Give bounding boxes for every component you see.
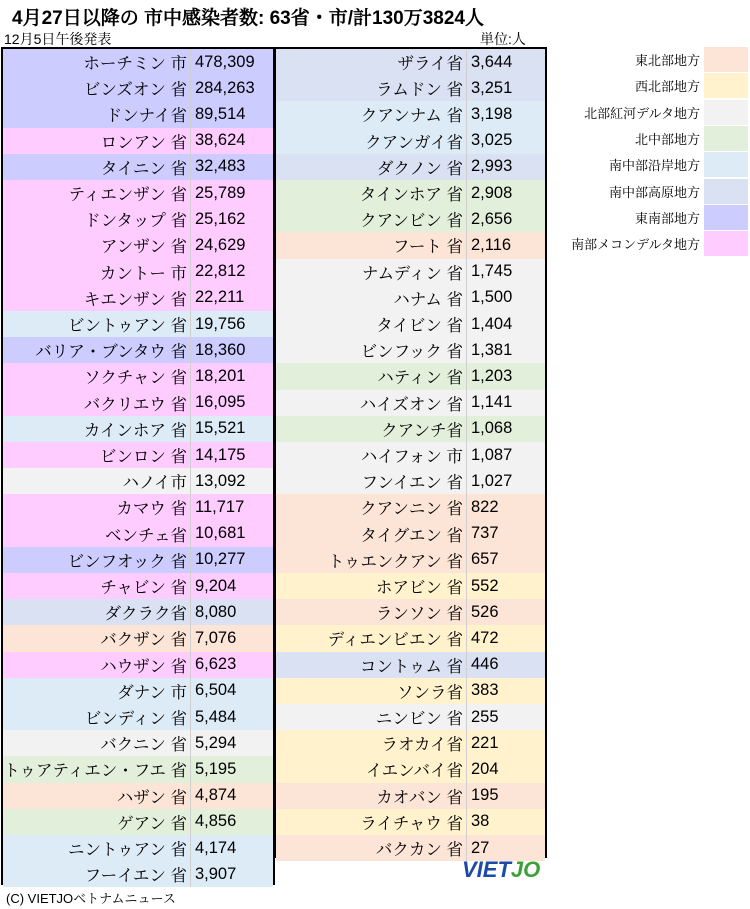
cases-table-right — [274, 47, 547, 858]
province-name: タイビン 省 — [376, 317, 463, 336]
case-count: 822 — [466, 494, 545, 520]
province-name: ドンタップ 省 — [84, 212, 187, 231]
legend-item — [552, 72, 748, 99]
case-count: 1,027 — [466, 468, 545, 494]
vietjo-logo — [462, 857, 540, 883]
table-row — [276, 416, 545, 442]
legend-item — [552, 125, 748, 152]
case-count: 3,025 — [466, 128, 545, 154]
province-name: クアンチ省 — [381, 421, 463, 440]
province-name: ソンラ省 — [397, 683, 463, 702]
legend-swatch — [704, 100, 748, 125]
table-row — [276, 783, 545, 809]
logo-accent: JO — [510, 857, 541, 882]
case-count: 1,203 — [466, 363, 545, 389]
case-count: 255 — [466, 704, 545, 730]
province-name: ビンズオン 省 — [83, 81, 187, 100]
province-name: ドンナイ省 — [105, 107, 187, 126]
table-row — [276, 521, 545, 547]
province-name: フート 省 — [392, 238, 463, 257]
table-row — [3, 625, 273, 651]
case-count: 6,623 — [190, 652, 273, 678]
table-row — [3, 206, 273, 232]
table-row — [276, 128, 545, 154]
province-name: ソクチャン 省 — [84, 369, 187, 388]
table-row — [276, 652, 545, 678]
case-count: 284,263 — [190, 75, 273, 101]
legend-swatch — [704, 231, 748, 256]
case-count: 221 — [466, 730, 545, 756]
table-row — [3, 547, 273, 573]
province-name: クアンニン 省 — [360, 500, 463, 519]
case-count: 5,484 — [190, 704, 273, 730]
province-name: ラオカイ省 — [381, 736, 463, 755]
table-row — [276, 337, 545, 363]
table-row — [276, 678, 545, 704]
case-count: 24,629 — [190, 232, 273, 258]
table-row — [3, 363, 273, 389]
province-name: バクカン 省 — [375, 841, 463, 860]
case-count: 8,080 — [190, 599, 273, 625]
legend-label: 北中部地方 — [634, 131, 700, 147]
province-name: ビンフック 省 — [360, 343, 463, 362]
case-count: 2,908 — [466, 180, 545, 206]
table-row — [276, 442, 545, 468]
legend-label: 南部メコンデルタ地方 — [571, 237, 700, 253]
legend-item — [552, 46, 748, 73]
province-name: ロンアン 省 — [100, 133, 187, 152]
legend-item — [552, 151, 748, 178]
case-count: 1,141 — [466, 390, 545, 416]
province-name: カオバン 省 — [376, 788, 463, 807]
legend-item — [552, 178, 748, 205]
case-count: 204 — [466, 756, 545, 782]
province-name: クアンナム 省 — [360, 107, 463, 126]
province-name: ニントゥアン 省 — [67, 841, 187, 860]
table-row — [3, 49, 273, 75]
copyright: (C) VIETJOベトナムニュース — [6, 891, 176, 906]
table-row — [3, 101, 273, 127]
province-name: ハウザン 省 — [100, 657, 187, 676]
legend-swatch — [704, 73, 748, 98]
province-name: トゥアティエン・フエ 省 — [3, 762, 187, 781]
legend-swatch — [704, 179, 748, 204]
province-name: ハイフォン 市 — [360, 448, 463, 467]
legend-label: 南中部沿岸地方 — [608, 158, 700, 174]
table-row — [3, 259, 273, 285]
province-name: ライチャウ 省 — [360, 814, 463, 833]
table-row — [3, 416, 273, 442]
legend-label: 南中部高原地方 — [608, 184, 700, 200]
case-count: 2,116 — [466, 232, 545, 258]
case-count: 22,812 — [190, 259, 273, 285]
case-count: 1,087 — [466, 442, 545, 468]
table-row — [276, 154, 545, 180]
case-count: 18,201 — [190, 363, 273, 389]
case-count: 10,277 — [190, 547, 273, 573]
table-row — [3, 128, 273, 154]
logo-main: VIET — [462, 857, 511, 882]
province-name: クアンガイ省 — [365, 133, 463, 152]
case-count: 3,251 — [466, 75, 545, 101]
case-count: 446 — [466, 652, 545, 678]
table-row — [3, 154, 273, 180]
release-date: 12月5日午後発表 — [4, 31, 112, 47]
case-count: 4,874 — [190, 783, 273, 809]
table-row — [276, 259, 545, 285]
province-name: カマウ 省 — [116, 500, 187, 519]
province-name: チャビン 省 — [100, 579, 187, 598]
table-row — [276, 494, 545, 520]
province-name: キエンザン 省 — [83, 290, 187, 309]
table-row — [276, 75, 545, 101]
table-row — [276, 285, 545, 311]
legend-swatch — [704, 47, 748, 72]
province-name: タインホア 省 — [359, 186, 463, 205]
province-name: ハザン 省 — [116, 788, 187, 807]
table-row — [3, 468, 273, 494]
table-row — [276, 756, 545, 782]
legend-label: 東南部地方 — [634, 210, 700, 226]
case-count: 552 — [466, 573, 545, 599]
case-count: 1,381 — [466, 337, 545, 363]
province-name: アンザン 省 — [100, 238, 187, 257]
province-name: ビントゥアン 省 — [67, 317, 187, 336]
province-name: ハナム 省 — [393, 290, 463, 309]
case-count: 7,076 — [190, 625, 273, 651]
table-row — [3, 494, 273, 520]
case-count: 472 — [466, 625, 545, 651]
table-row — [3, 756, 273, 782]
province-name: ディエンビエン 省 — [327, 631, 463, 650]
legend-item — [552, 204, 748, 231]
province-name: クアンビン 省 — [360, 212, 463, 231]
case-count: 383 — [466, 678, 545, 704]
case-count: 14,175 — [190, 442, 273, 468]
table-row — [3, 390, 273, 416]
table-row — [276, 573, 545, 599]
province-name: ランソン 省 — [375, 605, 463, 624]
province-name: ティエンザン 省 — [68, 186, 187, 205]
case-count: 3,198 — [466, 101, 545, 127]
table-row — [3, 809, 273, 835]
province-name: バクザン 省 — [100, 631, 187, 650]
table-row — [3, 783, 273, 809]
table-row — [3, 678, 273, 704]
province-name: ゲアン 省 — [117, 814, 187, 833]
case-count: 3,907 — [190, 861, 273, 887]
case-count: 25,789 — [190, 180, 273, 206]
case-count: 1,745 — [466, 259, 545, 285]
province-name: ニンビン 省 — [375, 710, 463, 729]
table-row — [3, 730, 273, 756]
case-count: 27 — [466, 835, 545, 861]
table-row — [276, 363, 545, 389]
case-count: 18,360 — [190, 337, 273, 363]
legend-label: 東北部地方 — [634, 53, 700, 68]
table-row — [3, 180, 273, 206]
province-name: カントー 市 — [99, 264, 187, 283]
table-row — [3, 861, 273, 887]
province-name: ビンディン 省 — [84, 710, 187, 729]
case-count: 1,500 — [466, 285, 545, 311]
legend-item — [552, 230, 748, 257]
case-count: 4,856 — [190, 809, 273, 835]
case-count: 195 — [466, 783, 545, 809]
table-row — [276, 704, 545, 730]
legend-swatch — [704, 126, 748, 151]
province-name: フーイエン 省 — [84, 867, 187, 886]
case-count: 478,309 — [190, 49, 273, 75]
table-row — [276, 547, 545, 573]
province-name: バクニン 省 — [100, 736, 187, 755]
province-name: ダクノン 省 — [376, 159, 463, 178]
case-count: 16,095 — [190, 390, 273, 416]
province-name: ホアビン 省 — [375, 579, 463, 598]
province-name: タイニン 省 — [100, 159, 187, 178]
table-row — [276, 232, 545, 258]
province-name: ホーチミン 市 — [83, 55, 187, 74]
case-count: 10,681 — [190, 521, 273, 547]
legend-item — [552, 99, 748, 126]
province-name: コントゥム 省 — [359, 657, 463, 676]
province-name: ベンチェ省 — [104, 526, 187, 545]
table-row — [3, 311, 273, 337]
table-row — [3, 442, 273, 468]
province-name: フンイエン 省 — [361, 474, 463, 493]
province-name: ビンフオック 省 — [67, 552, 187, 571]
case-count: 1,068 — [466, 416, 545, 442]
case-count: 19,756 — [190, 311, 273, 337]
legend-label: 北部紅河デルタ地方 — [584, 105, 700, 121]
province-name: ザライ省 — [397, 55, 463, 74]
table-row — [276, 468, 545, 494]
province-name: ナムディン 省 — [361, 264, 463, 283]
cases-table-left — [1, 47, 275, 885]
table-row — [3, 337, 273, 363]
table-row — [276, 390, 545, 416]
case-count: 25,162 — [190, 206, 273, 232]
province-name: トゥエンクアン 省 — [327, 552, 463, 571]
case-count: 38,624 — [190, 128, 273, 154]
case-count: 11,717 — [190, 494, 273, 520]
province-name: カインホア 省 — [83, 421, 187, 440]
case-count: 2,993 — [466, 154, 545, 180]
province-name: イエンバイ省 — [365, 762, 463, 781]
table-row — [3, 573, 273, 599]
table-row — [276, 599, 545, 625]
province-name: ハティン 省 — [377, 369, 463, 388]
chart-title: 4月27日以降の 市中感染者数: 63省・市/計130万3824人 — [12, 8, 484, 29]
province-name: ハイズオン 省 — [359, 395, 463, 414]
table-row — [276, 206, 545, 232]
case-count: 9,204 — [190, 573, 273, 599]
table-row — [3, 835, 273, 861]
province-name: バクリエウ 省 — [83, 395, 187, 414]
case-count: 38 — [466, 809, 545, 835]
unit-label: 単位:人 — [480, 31, 526, 47]
table-row — [276, 311, 545, 337]
case-count: 5,294 — [190, 730, 273, 756]
case-count: 22,211 — [190, 285, 273, 311]
table-row — [276, 809, 545, 835]
table-row — [276, 49, 545, 75]
case-count: 6,504 — [190, 678, 273, 704]
table-row — [276, 730, 545, 756]
case-count: 15,521 — [190, 416, 273, 442]
province-name: ダナン 市 — [117, 683, 187, 702]
table-row — [3, 521, 273, 547]
case-count: 13,092 — [190, 468, 273, 494]
case-count: 737 — [466, 521, 545, 547]
legend-swatch — [704, 205, 748, 230]
case-count: 1,404 — [466, 311, 545, 337]
table-row — [276, 625, 545, 651]
table-row — [3, 75, 273, 101]
case-count: 89,514 — [190, 101, 273, 127]
case-count: 4,174 — [190, 835, 273, 861]
case-count: 32,483 — [190, 154, 273, 180]
table-row — [276, 101, 545, 127]
province-name: タイグエン 省 — [360, 526, 463, 545]
table-row — [3, 704, 273, 730]
case-count: 2,656 — [466, 206, 545, 232]
province-name: ビンロン 省 — [99, 448, 187, 467]
case-count: 526 — [466, 599, 545, 625]
province-name: ハノイ市 — [122, 474, 187, 493]
province-name: ラムドン 省 — [376, 81, 463, 100]
table-row — [3, 232, 273, 258]
case-count: 3,644 — [466, 49, 545, 75]
table-row — [276, 180, 545, 206]
case-count: 5,195 — [190, 756, 273, 782]
table-row — [3, 652, 273, 678]
table-row — [3, 285, 273, 311]
table-row — [3, 599, 273, 625]
legend-swatch — [704, 152, 748, 177]
case-count: 657 — [466, 547, 545, 573]
province-name: ダクラク省 — [104, 605, 187, 624]
province-name: バリア・ブンタウ 省 — [35, 343, 187, 362]
legend-label: 西北部地方 — [634, 79, 700, 95]
